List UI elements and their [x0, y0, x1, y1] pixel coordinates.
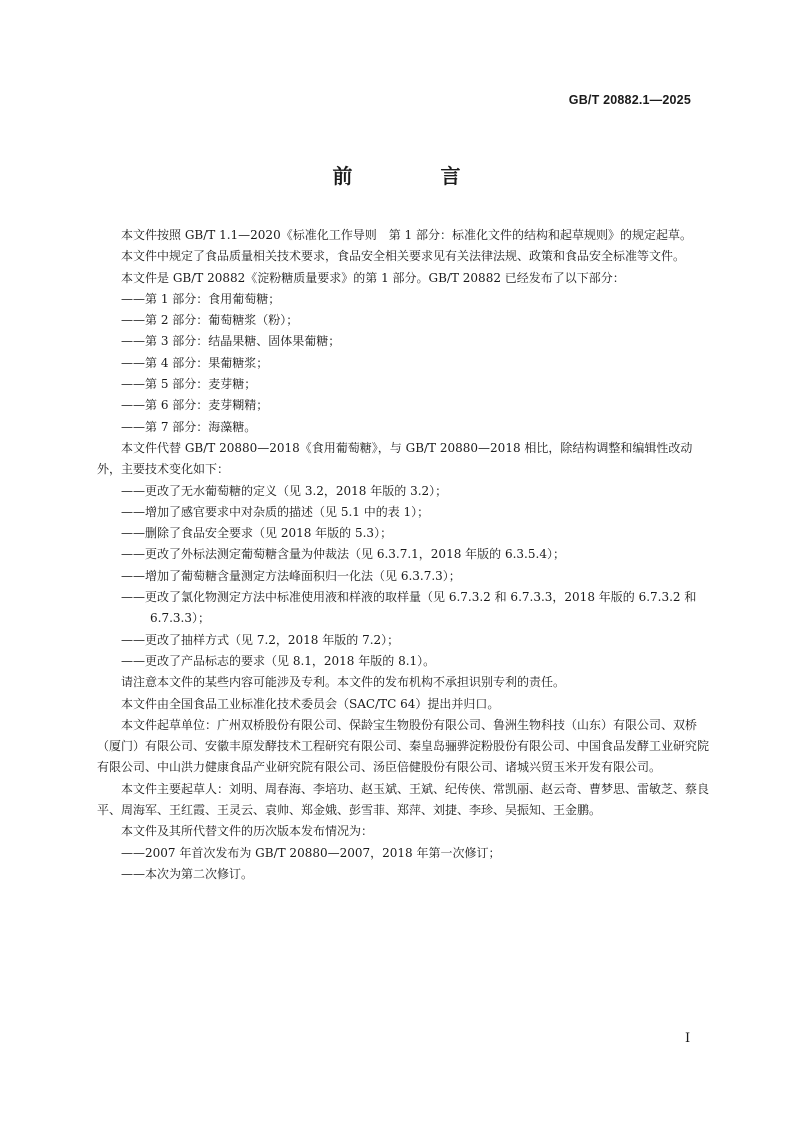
paragraph-text: 请注意本文件的某些内容可能涉及专利。本文件的发布机构不承担识别专利的责任。 [121, 675, 566, 690]
list-item [97, 395, 713, 416]
list-dash: —— [121, 377, 145, 392]
paragraph-text: 本文件起草单位：广州双桥股份有限公司、保龄宝生物股份有限公司、鲁洲生物科技（山东）有限公司、双桥（厦门）有限公司、安徽丰原发酵技术工程研究有限公司、秦皇岛骊骅淀粉股份有限公司、中国食品发酵工业研究院有限公司、中山洪力健康食品产业研究院有限公司、汤臣倍健股份有限公司、诸城兴贸玉米开发有限公司。 [97, 717, 710, 775]
paragraph-text: 更改了无水葡萄糖的定义（见 3.2，2018 年版的 3.2）； [145, 483, 448, 498]
paragraph-text: 更改了外标法测定葡萄糖含量为仲裁法（见 6.3.7.1，2018 年版的 6.3.5.4）； [145, 547, 565, 562]
paragraph [97, 225, 713, 246]
paragraph-text: 更改了氯化物测定方法中标准使用液和样液的取样量（见 6.7.3.2 和 6.7.3.3，2018 年版的 6.7.3.2 和 6.7.3.3）； [145, 590, 697, 626]
paragraph-text: 第 7 部分：海藻糖。 [145, 419, 257, 434]
paragraph-text: 第 3 部分：结晶果糖、固体果葡糖； [145, 334, 341, 349]
list-dash: —— [121, 504, 145, 519]
list-dash: —— [121, 845, 145, 860]
paragraph-text: 2007 年首次发布为 GB/T 20880—2007，2018 年第一次修订； [145, 845, 501, 860]
paragraph-text: 本文件主要起草人：刘明、周春海、李培功、赵玉斌、王斌、纪传侠、常凯丽、赵云奇、曹梦思、雷敏芝、蔡良平、周海军、王红霞、王灵云、袁帅、郑金娥、彭雪菲、郑萍、刘捷、李珍、吴振知、王金鹏。 [97, 781, 710, 818]
list-item [97, 374, 713, 395]
list-dash: —— [121, 419, 145, 434]
paragraph-text: 增加了葡萄糖含量测定方法峰面积归一化法（见 6.3.7.3）； [145, 568, 461, 583]
paragraph-text: 更改了抽样方式（见 7.2，2018 年版的 7.2）； [145, 632, 400, 647]
list-dash: —— [121, 526, 145, 541]
paragraph-text: 第 2 部分：葡萄糖浆（粉）； [145, 313, 299, 328]
list-item [97, 310, 713, 331]
paragraph-text: 第 1 部分：食用葡萄糖； [145, 291, 281, 306]
paragraph-text: 本文件及其所代替文件的历次版本发布情况为： [121, 824, 374, 839]
list-item [97, 630, 713, 651]
list-item [97, 566, 713, 587]
list-item [97, 417, 713, 438]
list-item [97, 651, 713, 672]
list-item [97, 843, 713, 864]
paragraph-text: 第 5 部分：麦芽糖； [145, 377, 257, 392]
paragraph-text: 本文件由全国食品工业标准化技术委员会（SAC/TC 64）提出并归口。 [121, 696, 500, 711]
list-dash: —— [121, 313, 145, 328]
list-dash: —— [121, 355, 145, 370]
list-item [97, 331, 713, 352]
list-item [97, 523, 713, 544]
list-dash: —— [121, 398, 145, 413]
foreword-body [97, 225, 713, 885]
paragraph-text: 本文件代替 GB/T 20880—2018《食用葡萄糖》，与 GB/T 20880—2018 相比，除结构调整和编辑性改动外，主要技术变化如下： [97, 440, 693, 477]
paragraph [97, 694, 713, 715]
page-number: I [685, 1031, 691, 1046]
list-dash: —— [121, 547, 145, 562]
paragraph-text: 增加了感官要求中对杂质的描述（见 5.1 中的表 1）； [145, 504, 430, 519]
paragraph [97, 438, 713, 481]
list-item [97, 289, 713, 310]
paragraph [97, 268, 713, 289]
list-item [97, 481, 713, 502]
paragraph [97, 246, 713, 267]
list-dash: —— [121, 653, 145, 668]
document-code: GB/T 20882.1—2025 [568, 93, 691, 107]
list-item [97, 544, 713, 565]
list-item [97, 502, 713, 523]
paragraph-text: 本文件按照 GB/T 1.1—2020《标准化工作导则 第 1 部分：标准化文件的结构和起草规则》的规定起草。 [121, 228, 692, 242]
paragraph-text: 删除了食品安全要求（见 2018 年版的 5.3）； [145, 526, 393, 541]
list-item [97, 353, 713, 374]
paragraph [97, 672, 713, 693]
paragraph-text: 本次为第二次修订。 [145, 866, 254, 881]
paragraph-text: 本文件中规定了食品质量相关技术要求，食品安全相关要求见有关法律法规、政策和食品安全标准等文件。 [121, 249, 686, 264]
list-item [97, 587, 713, 630]
paragraph-text: 本文件是 GB/T 20882《淀粉糖质量要求》的第 1 部分。GB/T 20882 已经发布了以下部分： [121, 270, 625, 285]
paragraph-text: 更改了产品标志的要求（见 8.1，2018 年版的 8.1）。 [145, 653, 436, 668]
paragraph-text: 第 6 部分：麦芽糊精； [145, 398, 269, 413]
list-dash: —— [121, 334, 145, 349]
paragraph [97, 821, 713, 842]
list-dash: —— [121, 590, 145, 605]
paragraph [97, 779, 713, 822]
list-dash: —— [121, 291, 145, 306]
paragraph-text: 第 4 部分：果葡糖浆； [145, 355, 269, 370]
list-dash: —— [121, 568, 145, 583]
list-item [97, 864, 713, 885]
paragraph [97, 715, 713, 779]
list-dash: —— [121, 483, 145, 498]
list-dash: —— [121, 632, 145, 647]
page-title: 前 言 [332, 164, 495, 188]
list-dash: —— [121, 866, 145, 881]
